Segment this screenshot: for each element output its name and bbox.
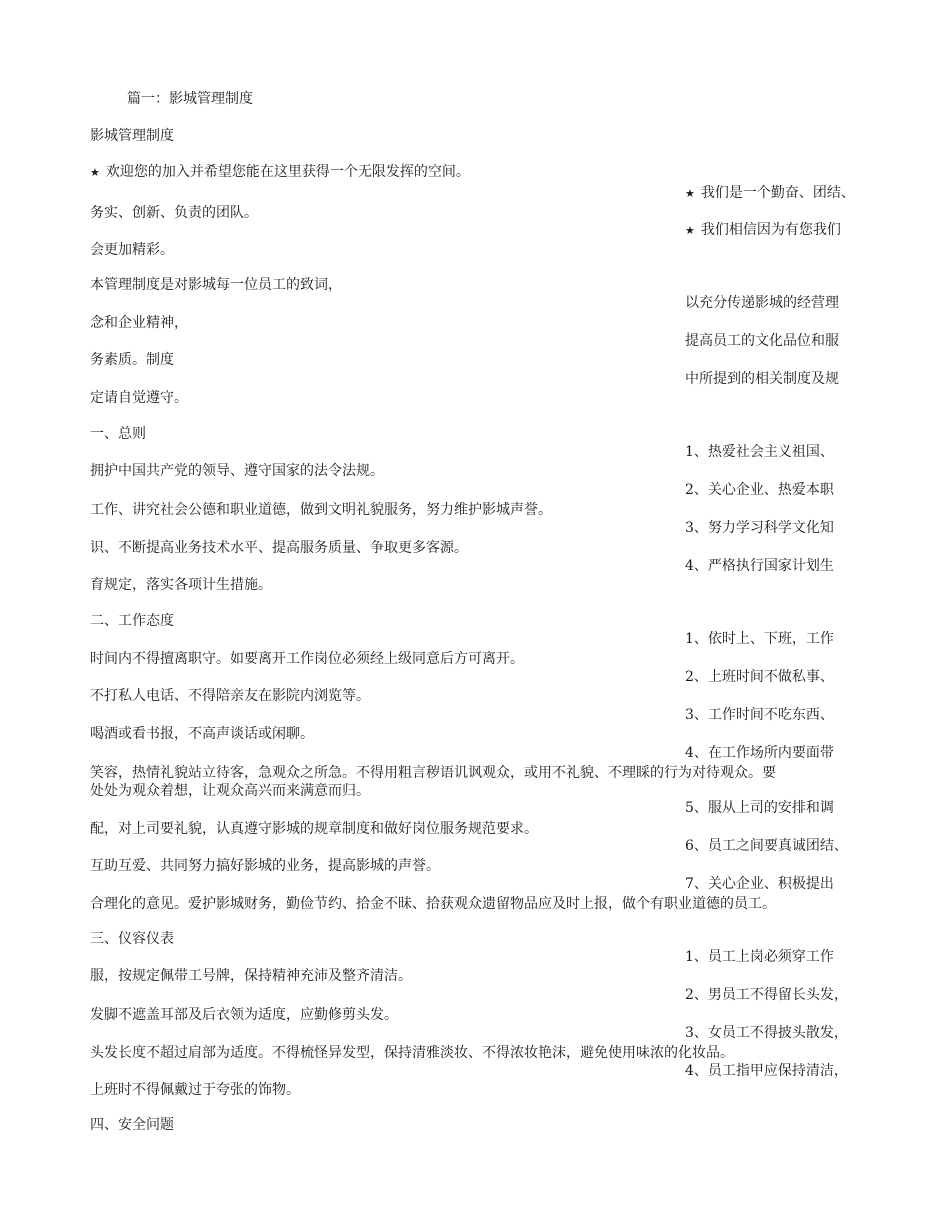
paragraph-line: 识、不断提高业务技术水平、提高服务质量、争取更多客源。 (90, 540, 468, 556)
list-item: 3、努力学习科学文化知 (685, 520, 834, 536)
paragraph-line: 互助互爱、共同努力搞好影城的业务，提高影城的声誉。 (90, 858, 440, 874)
list-item: 1、员工上岗必须穿工作 (685, 949, 834, 965)
paragraph-line: 本管理制度是对影城每一位员工的致词， (90, 277, 342, 293)
paragraph-line-welcome: ★ 欢迎您的加入并希望您能在这里获得一个无限发挥的空间。 (90, 164, 470, 180)
paragraph-line: 中所提到的相关制度及规 (685, 371, 839, 387)
section-title-attitude: 二、工作态度 (90, 613, 174, 629)
paragraph-line: 工作、讲究社会公德和职业道德，做到文明礼貌服务，努力维护影城声誉。 (90, 502, 552, 518)
paragraph-line: 育规定，落实各项计生措施。 (90, 577, 272, 593)
section-title-general: 一、总则 (90, 426, 146, 442)
list-item: 4、严格执行国家计划生 (685, 558, 834, 574)
paragraph-line: 不打私人电话、不得陪亲友在影院内浏览等。 (90, 688, 370, 704)
list-item: 2、上班时间不做私事、 (685, 669, 834, 685)
paragraph-line: 笑容，热情礼貌站立待客，急观众之所急。不得用粗言秽语讥讽观众，或用不礼貌、不理睬的行为对待观众。要 (90, 765, 776, 781)
list-item: 2、男员工不得留长头发， (685, 987, 848, 1003)
list-item: 4、员工指甲应保持清洁， (685, 1063, 848, 1079)
paragraph-line: 以充分传递影城的经营理 (685, 295, 839, 311)
paragraph-line: 拥护中国共产党的领导、遵守国家的法令法规。 (90, 463, 384, 479)
paragraph-line: 处处为观众着想，让观众高兴而来满意而归。 (90, 783, 370, 799)
section-title-safety: 四、安全问题 (90, 1117, 174, 1133)
list-item: 3、工作时间不吃东西、 (685, 707, 834, 723)
paragraph-line-team: ★ 我们是一个勤奋、团结、 (685, 185, 855, 201)
star-icon: ★ (685, 224, 695, 237)
paragraph-line: 务实、创新、负责的团队。 (90, 205, 258, 221)
list-item: 5、服从上司的安排和调 (685, 800, 834, 816)
paragraph-line: 务素质。制度 (90, 352, 174, 368)
paragraph-line-belief: ★ 我们相信因为有您我们 (685, 222, 841, 238)
star-icon: ★ (685, 187, 695, 200)
section-heading: 篇一：影城管理制度 (127, 91, 253, 107)
paragraph-line: 喝酒或看书报，不高声谈话或闲聊。 (90, 726, 314, 742)
paragraph-line: 提高员工的文化品位和服 (685, 333, 839, 349)
paragraph-line: 上班时不得佩戴过于夸张的饰物。 (90, 1082, 300, 1098)
paragraph-line: 会更加精彩。 (90, 242, 174, 258)
paragraph-line: 配，对上司要礼貌，认真遵守影城的规章制度和做好岗位服务规范要求。 (90, 821, 538, 837)
document-title: 影城管理制度 (90, 128, 174, 144)
paragraph-line: 服，按规定佩带工号牌，保持精神充沛及整齐清洁。 (90, 968, 412, 984)
list-item: 4、在工作场所内要面带 (685, 745, 834, 761)
paragraph-line: 定请自觉遵守。 (90, 390, 188, 406)
section-title-appearance: 三、仪容仪表 (90, 931, 174, 947)
list-item: 2、关心企业、热爱本职 (685, 482, 834, 498)
paragraph-line: 合理化的意见。爱护影城财务，勤俭节约、拾金不昧、拾获观众遗留物品应及时上报，做个有职业道德的员工。 (90, 896, 776, 912)
paragraph-line: 头发长度不超过肩部为适度。不得梳怪异发型，保持清雅淡妆、不得浓妆艳沫，避免使用味浓的化妆品。 (90, 1045, 734, 1061)
paragraph-line: 念和企业精神， (90, 315, 188, 331)
list-item: 3、女员工不得披头散发， (685, 1025, 848, 1041)
list-item: 1、热爱社会主义祖国、 (685, 444, 834, 460)
list-item: 7、关心企业、积极提出 (685, 876, 834, 892)
paragraph-line: 时间内不得擅离职守。如要离开工作岗位必须经上级同意后方可离开。 (90, 651, 524, 667)
star-icon: ★ (90, 166, 100, 179)
list-item: 1、依时上、下班，工作 (685, 631, 834, 647)
list-item: 6、员工之间要真诚团结、 (685, 838, 848, 854)
paragraph-line: 发脚不遮盖耳部及后衣领为适度，应勤修剪头发。 (90, 1007, 398, 1023)
